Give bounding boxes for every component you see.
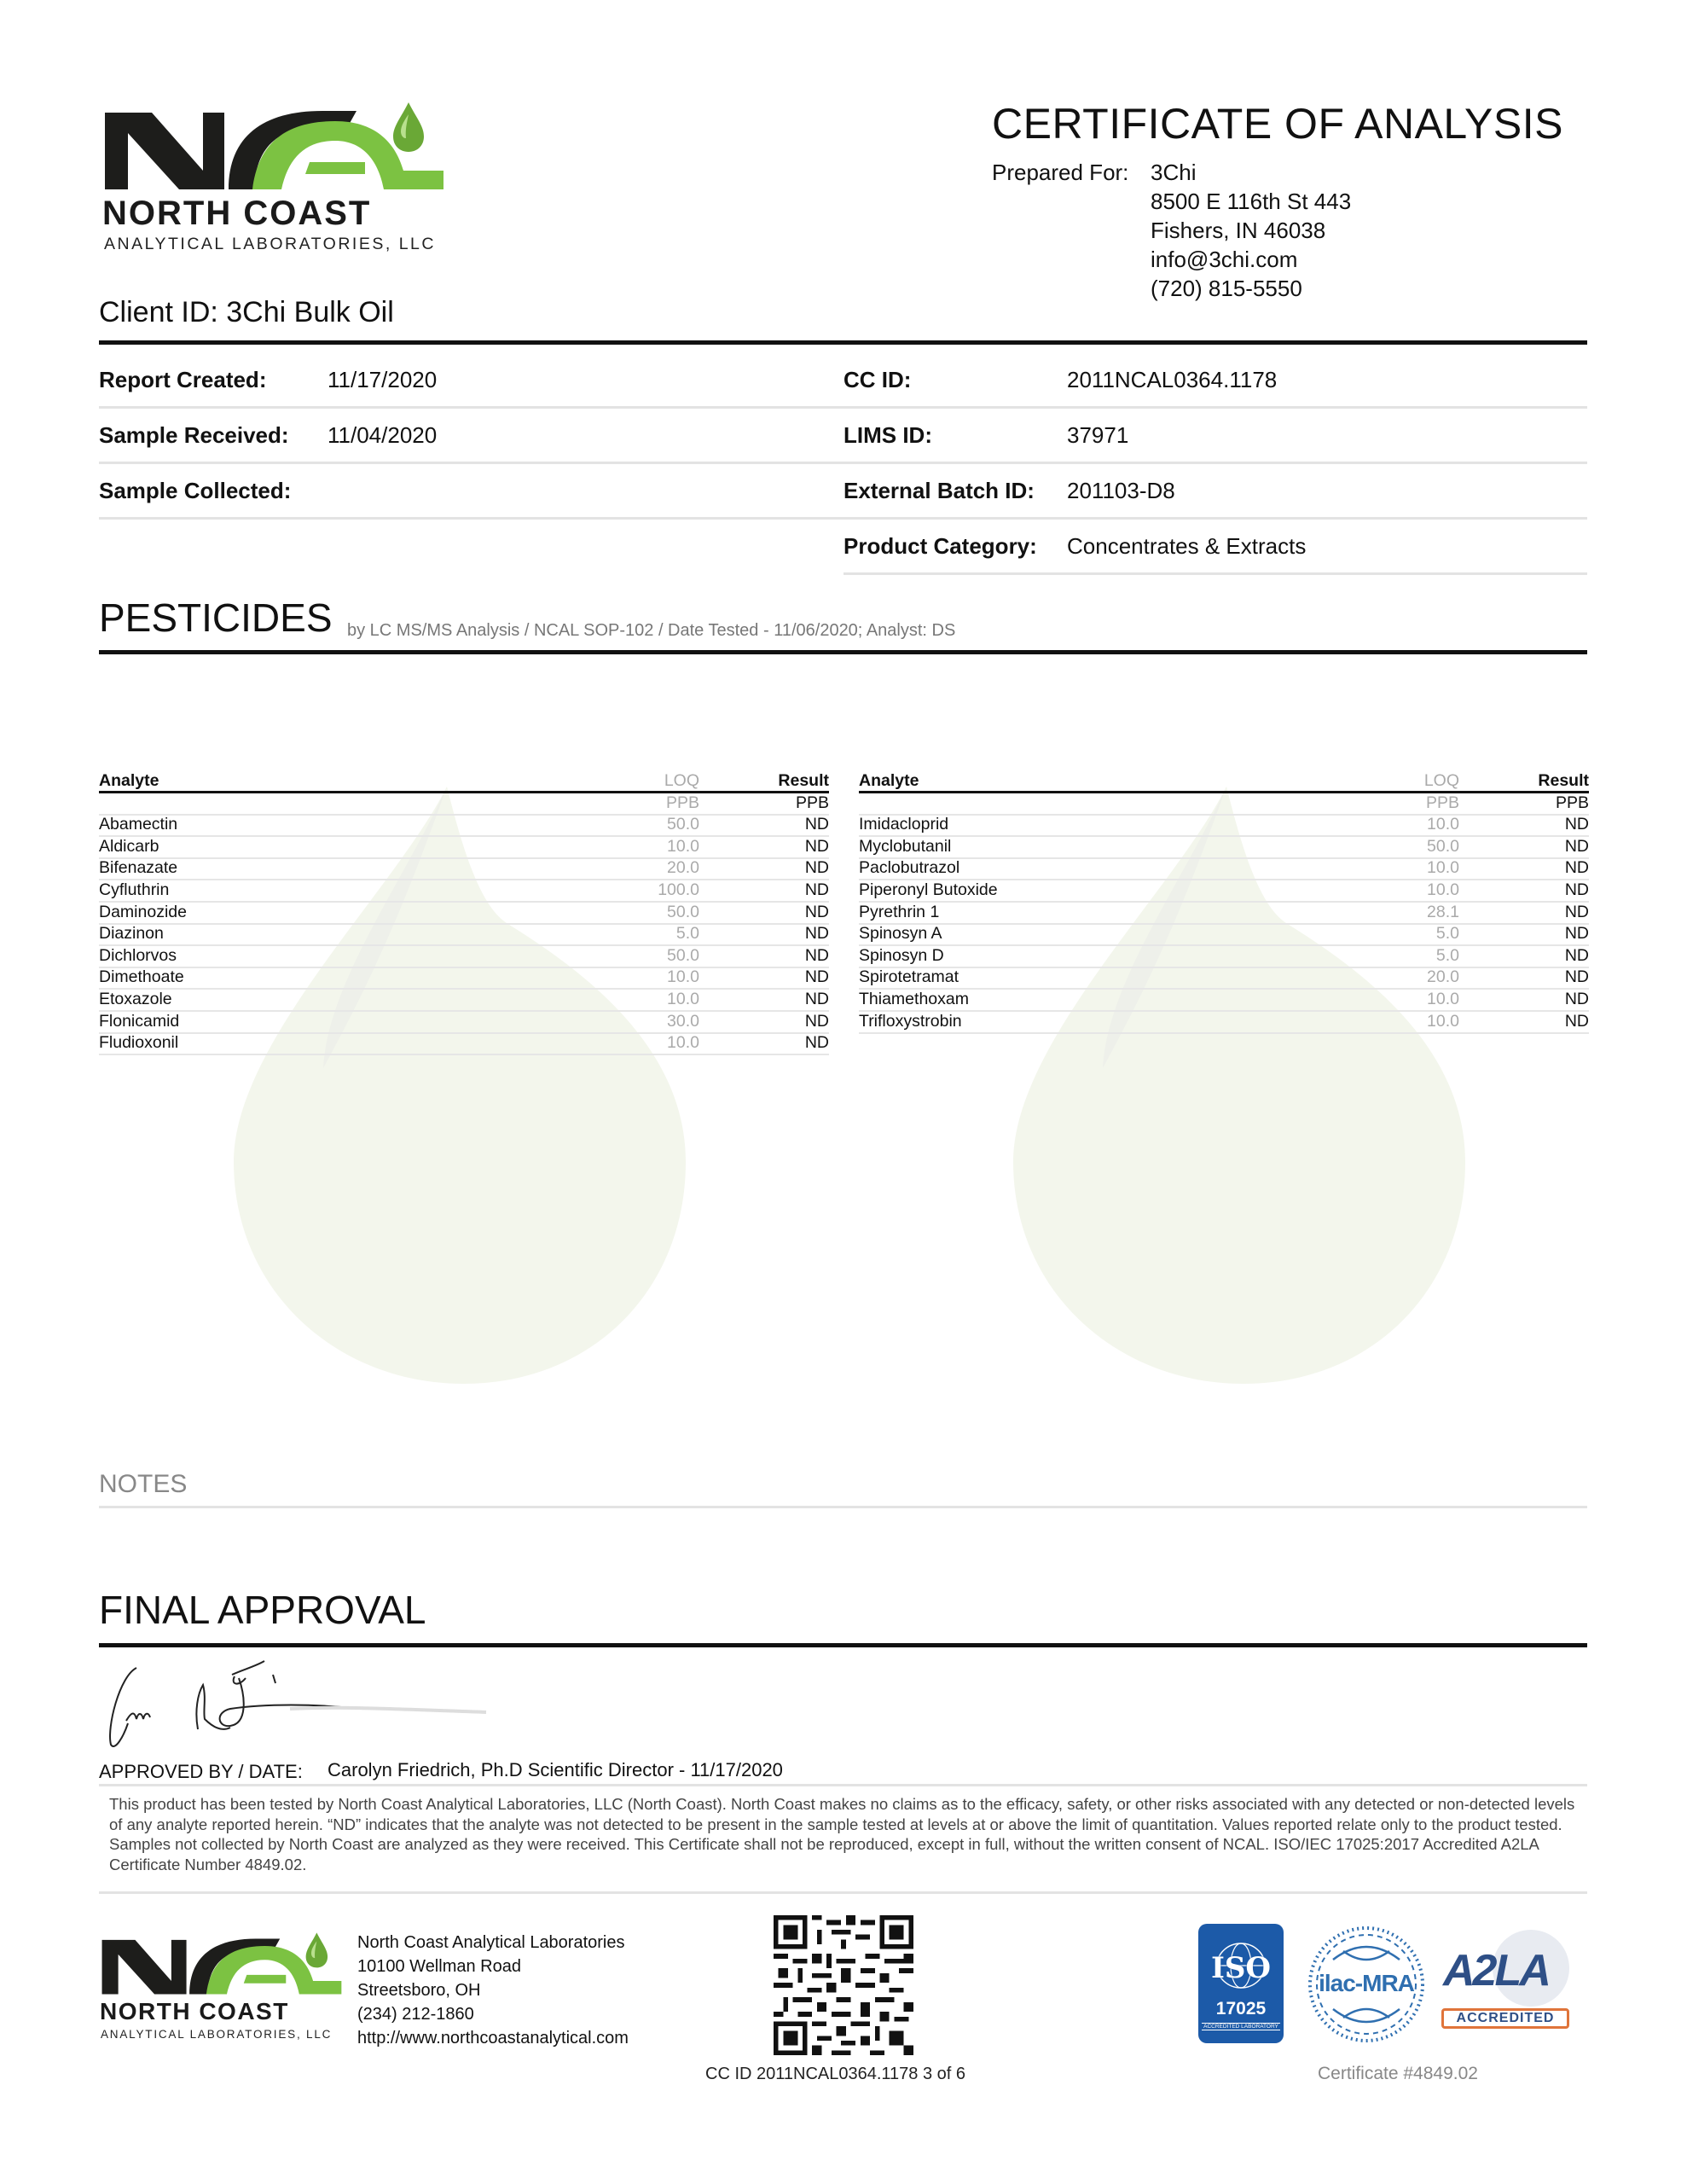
- analyte-loq: 10.0: [1427, 880, 1459, 899]
- analyte-name: Spirotetramat: [859, 967, 959, 987]
- table-row: [99, 990, 829, 1012]
- ilac-mra-badge: [1307, 1926, 1425, 2043]
- lims-id-label: LIMS ID:: [844, 422, 932, 448]
- table-row: [99, 816, 829, 838]
- table-row: [99, 946, 829, 968]
- iso-badge-text: ISO: [1210, 1951, 1272, 1985]
- logo-subtitle: ANALYTICAL LABORATORIES, LLC: [104, 235, 436, 253]
- table-row: [99, 903, 829, 925]
- info-divider: [99, 517, 844, 520]
- logo-name: NORTH COAST: [102, 195, 372, 232]
- report-created-value: 11/17/2020: [328, 367, 438, 392]
- info-divider: [819, 462, 1587, 464]
- analyte-loq: 28.1: [1427, 902, 1459, 921]
- approval-divider: [99, 1643, 1587, 1647]
- analyte-name: Trifloxystrobin: [859, 1011, 962, 1031]
- analyte-result: ND: [804, 945, 829, 965]
- iso-17025-badge: [1198, 1924, 1284, 2043]
- analyte-loq: 10.0: [667, 967, 699, 987]
- analyte-result: ND: [804, 967, 829, 987]
- analyte-name: Cyfluthrin: [99, 880, 170, 899]
- table-row: [859, 880, 1589, 903]
- pesticides-title: PESTICIDES: [99, 595, 333, 640]
- table-row: [859, 968, 1589, 990]
- analyte-result: ND: [1564, 967, 1589, 987]
- ncal-logo-mark-icon: [101, 102, 450, 198]
- analyte-result: ND: [804, 858, 829, 878]
- column-header-result: Result: [778, 771, 829, 790]
- analyte-result: ND: [1564, 836, 1589, 856]
- analyte-result: ND: [1564, 880, 1589, 899]
- info-divider: [99, 406, 844, 409]
- footer-lab-name: North Coast Analytical Laboratories: [357, 1933, 625, 1952]
- final-approval-title: FINAL APPROVAL: [99, 1588, 426, 1632]
- analyte-loq: 10.0: [1427, 989, 1459, 1008]
- analyte-loq: 10.0: [1427, 1011, 1459, 1031]
- analyte-name: Piperonyl Butoxide: [859, 880, 998, 899]
- analyte-name: Imidacloprid: [859, 815, 949, 834]
- lims-id-value: 37971: [1067, 422, 1129, 448]
- ncal-logo-mark-icon: [99, 1932, 346, 2001]
- analyte-loq: 20.0: [667, 858, 699, 878]
- client-phone: (720) 815-5550: [1151, 276, 1302, 301]
- table-header: [99, 771, 829, 793]
- analyte-name: Flonicamid: [99, 1011, 180, 1031]
- column-header-analyte: Analyte: [859, 771, 919, 790]
- prepared-for-label: Prepared For:: [992, 160, 1129, 185]
- footer-phone: (234) 212-1860: [357, 2005, 474, 2024]
- analyte-loq: 5.0: [1435, 945, 1459, 965]
- table-row: [859, 1012, 1589, 1034]
- analyte-loq: 10.0: [1427, 858, 1459, 878]
- table-row: [859, 925, 1589, 947]
- analyte-loq: 30.0: [667, 1011, 699, 1031]
- analyte-result: ND: [1564, 1011, 1589, 1031]
- result-unit: PPB: [795, 793, 829, 812]
- column-header-loq: LOQ: [1423, 771, 1459, 790]
- analyte-result: ND: [1564, 945, 1589, 965]
- approved-divider: [99, 1784, 1587, 1786]
- header-divider: [99, 340, 1587, 345]
- info-divider: [819, 517, 1587, 520]
- analyte-result: ND: [804, 1011, 829, 1031]
- table-row: [859, 903, 1589, 925]
- analyte-loq: 5.0: [1435, 924, 1459, 944]
- analyte-name: Myclobutanil: [859, 836, 952, 856]
- analyte-name: Abamectin: [99, 815, 178, 834]
- column-header-result: Result: [1538, 771, 1589, 790]
- analyte-loq: 10.0: [667, 989, 699, 1008]
- analyte-name: Spinosyn D: [859, 945, 944, 965]
- analyte-result: ND: [1564, 989, 1589, 1008]
- client-email[interactable]: info@3chi.com: [1151, 247, 1298, 272]
- analyte-result: ND: [1564, 924, 1589, 944]
- notes-title: NOTES: [99, 1470, 188, 1498]
- analyte-name: Dimethoate: [99, 967, 184, 987]
- table-row: [859, 990, 1589, 1012]
- info-divider: [844, 572, 1587, 575]
- cc-id-value: 2011NCAL0364.1178: [1067, 367, 1278, 392]
- analyte-loq: 50.0: [667, 815, 699, 834]
- table-row: [99, 1034, 829, 1056]
- analyte-result: ND: [1564, 815, 1589, 834]
- footer-logo: [99, 1932, 355, 2052]
- table-row: [99, 968, 829, 990]
- table-row: [859, 859, 1589, 881]
- pesticides-table-left: [99, 771, 829, 1055]
- analyte-loq: 100.0: [658, 880, 699, 899]
- table-row: [859, 837, 1589, 859]
- document-title: CERTIFICATE OF ANALYSIS: [992, 100, 1563, 148]
- analyte-loq: 20.0: [1427, 967, 1459, 987]
- info-divider: [819, 406, 1587, 409]
- analyte-loq: 10.0: [1427, 815, 1459, 834]
- analyte-name: Fludioxonil: [99, 1033, 179, 1053]
- table-units-row: [859, 793, 1589, 816]
- notes-divider: [99, 1506, 1587, 1508]
- analyte-name: Daminozide: [99, 902, 187, 921]
- analyte-result: ND: [804, 836, 829, 856]
- analyte-loq: 10.0: [667, 1033, 699, 1053]
- loq-unit: PPB: [665, 793, 699, 812]
- external-batch-id-label: External Batch ID:: [844, 478, 1035, 503]
- analyte-loq: 50.0: [667, 902, 699, 921]
- pesticides-method: by LC MS/MS Analysis / NCAL SOP-102 / Date Tested - 11/06/2020; Analyst: DS: [347, 621, 956, 640]
- report-created-label: Report Created:: [99, 367, 267, 392]
- approved-by-label: APPROVED BY / DATE:: [99, 1761, 303, 1782]
- disclaimer-divider: [99, 1891, 1587, 1894]
- loq-unit: PPB: [1425, 793, 1459, 812]
- client-id: Client ID: 3Chi Bulk Oil: [99, 296, 394, 328]
- a2la-logo-text: A2LA: [1443, 1946, 1549, 1995]
- analyte-name: Bifenazate: [99, 858, 178, 878]
- iso-badge-number: 17025: [1215, 1999, 1267, 2018]
- analyte-loq: 10.0: [667, 836, 699, 856]
- sample-received-label: Sample Received:: [99, 422, 289, 448]
- pesticides-table-right: [859, 771, 1589, 1034]
- iso-badge-caption: ACCREDITED LABORATORY: [1202, 2023, 1280, 2030]
- client-name: 3Chi: [1151, 160, 1197, 185]
- signature-icon: [102, 1659, 512, 1753]
- analyte-loq: 50.0: [667, 945, 699, 965]
- analyte-result: ND: [804, 1033, 829, 1053]
- analyte-result: ND: [804, 880, 829, 899]
- analyte-name: Spinosyn A: [859, 924, 942, 944]
- product-category-label: Product Category:: [844, 533, 1037, 559]
- analyte-name: Thiamethoxam: [859, 989, 969, 1008]
- certificate-number: Certificate #4849.02: [1318, 2064, 1478, 2083]
- analyte-name: Aldicarb: [99, 836, 159, 856]
- analyte-result: ND: [804, 902, 829, 921]
- table-row: [99, 925, 829, 947]
- analyte-loq: 5.0: [675, 924, 699, 944]
- footer-address-line1: 10100 Wellman Road: [357, 1957, 521, 1976]
- analyte-name: Etoxazole: [99, 989, 172, 1008]
- client-address-line2: Fishers, IN 46038: [1151, 218, 1326, 243]
- table-row: [99, 1012, 829, 1034]
- analyte-name: Diazinon: [99, 924, 164, 944]
- approved-by-value: Carolyn Friedrich, Ph.D Scientific Director - 11/17/2020: [328, 1759, 783, 1780]
- table-header: [859, 771, 1589, 793]
- analyte-result: ND: [1564, 902, 1589, 921]
- client-address-line1: 8500 E 116th St 443: [1151, 189, 1352, 214]
- table-row: [99, 837, 829, 859]
- analyte-result: ND: [804, 924, 829, 944]
- analyte-result: ND: [1564, 858, 1589, 878]
- product-category-value: Concentrates & Extracts: [1067, 533, 1307, 559]
- footer-logo-subtitle: ANALYTICAL LABORATORIES, LLC: [101, 2028, 333, 2041]
- analyte-result: ND: [804, 989, 829, 1008]
- footer-logo-name: NORTH COAST: [100, 1998, 289, 2024]
- analyte-name: Pyrethrin 1: [859, 902, 940, 921]
- analyte-name: Dichlorvos: [99, 945, 177, 965]
- a2la-accredited-label: ACCREDITED: [1441, 2008, 1569, 2029]
- qr-caption: CC ID 2011NCAL0364.1178 3 of 6: [705, 2065, 966, 2083]
- column-header-loq: LOQ: [664, 771, 699, 790]
- info-divider: [99, 462, 844, 464]
- analyte-name: Paclobutrazol: [859, 858, 960, 878]
- sample-collected-label: Sample Collected:: [99, 478, 292, 503]
- table-row: [99, 880, 829, 903]
- external-batch-id-value: 201103-D8: [1067, 478, 1175, 503]
- qr-code-icon[interactable]: [774, 1915, 913, 2055]
- analyte-loq: 50.0: [1427, 836, 1459, 856]
- footer-website-link[interactable]: http://www.northcoastanalytical.com: [357, 2029, 629, 2048]
- column-header-analyte: Analyte: [99, 771, 159, 790]
- footer-address-line2: Streetsboro, OH: [357, 1981, 481, 2000]
- table-row: [859, 946, 1589, 968]
- ncal-logo: [101, 102, 450, 260]
- analyte-result: ND: [804, 815, 829, 834]
- a2la-accredited-badge: [1441, 1930, 1571, 2032]
- prepared-for-block: [1151, 158, 1351, 303]
- result-unit: PPB: [1555, 793, 1589, 812]
- table-units-row: [99, 793, 829, 816]
- cc-id-label: CC ID:: [844, 367, 912, 392]
- table-row: [99, 859, 829, 881]
- table-row: [859, 816, 1589, 838]
- pesticides-divider: [99, 650, 1587, 654]
- sample-received-value: 11/04/2020: [328, 422, 438, 448]
- disclaimer-text: This product has been tested by North Coast Analytical Laboratories, LLC (North Coast). North Coast makes no claims as to the efficacy, safety, or other risks associated with any detected or non-detected levels of any analyte reported herein. “ND” indicates that the analyte was not detected to be present in the sample tested at levels at or above the limit of quantitation. Values reported relate only to the product tested. Samples not collected by North Coast are analyzed as they were received. This Certificate shall not be reproduced, except in full, without the written consent of NCAL. ISO/IEC 17025:2017 Accredited A2LA Certificate Number 4849.02.: [109, 1795, 1575, 1873]
- ilac-badge-text: ilac-MRA: [1319, 1970, 1414, 1996]
- footer-address-block: [357, 1931, 629, 2050]
